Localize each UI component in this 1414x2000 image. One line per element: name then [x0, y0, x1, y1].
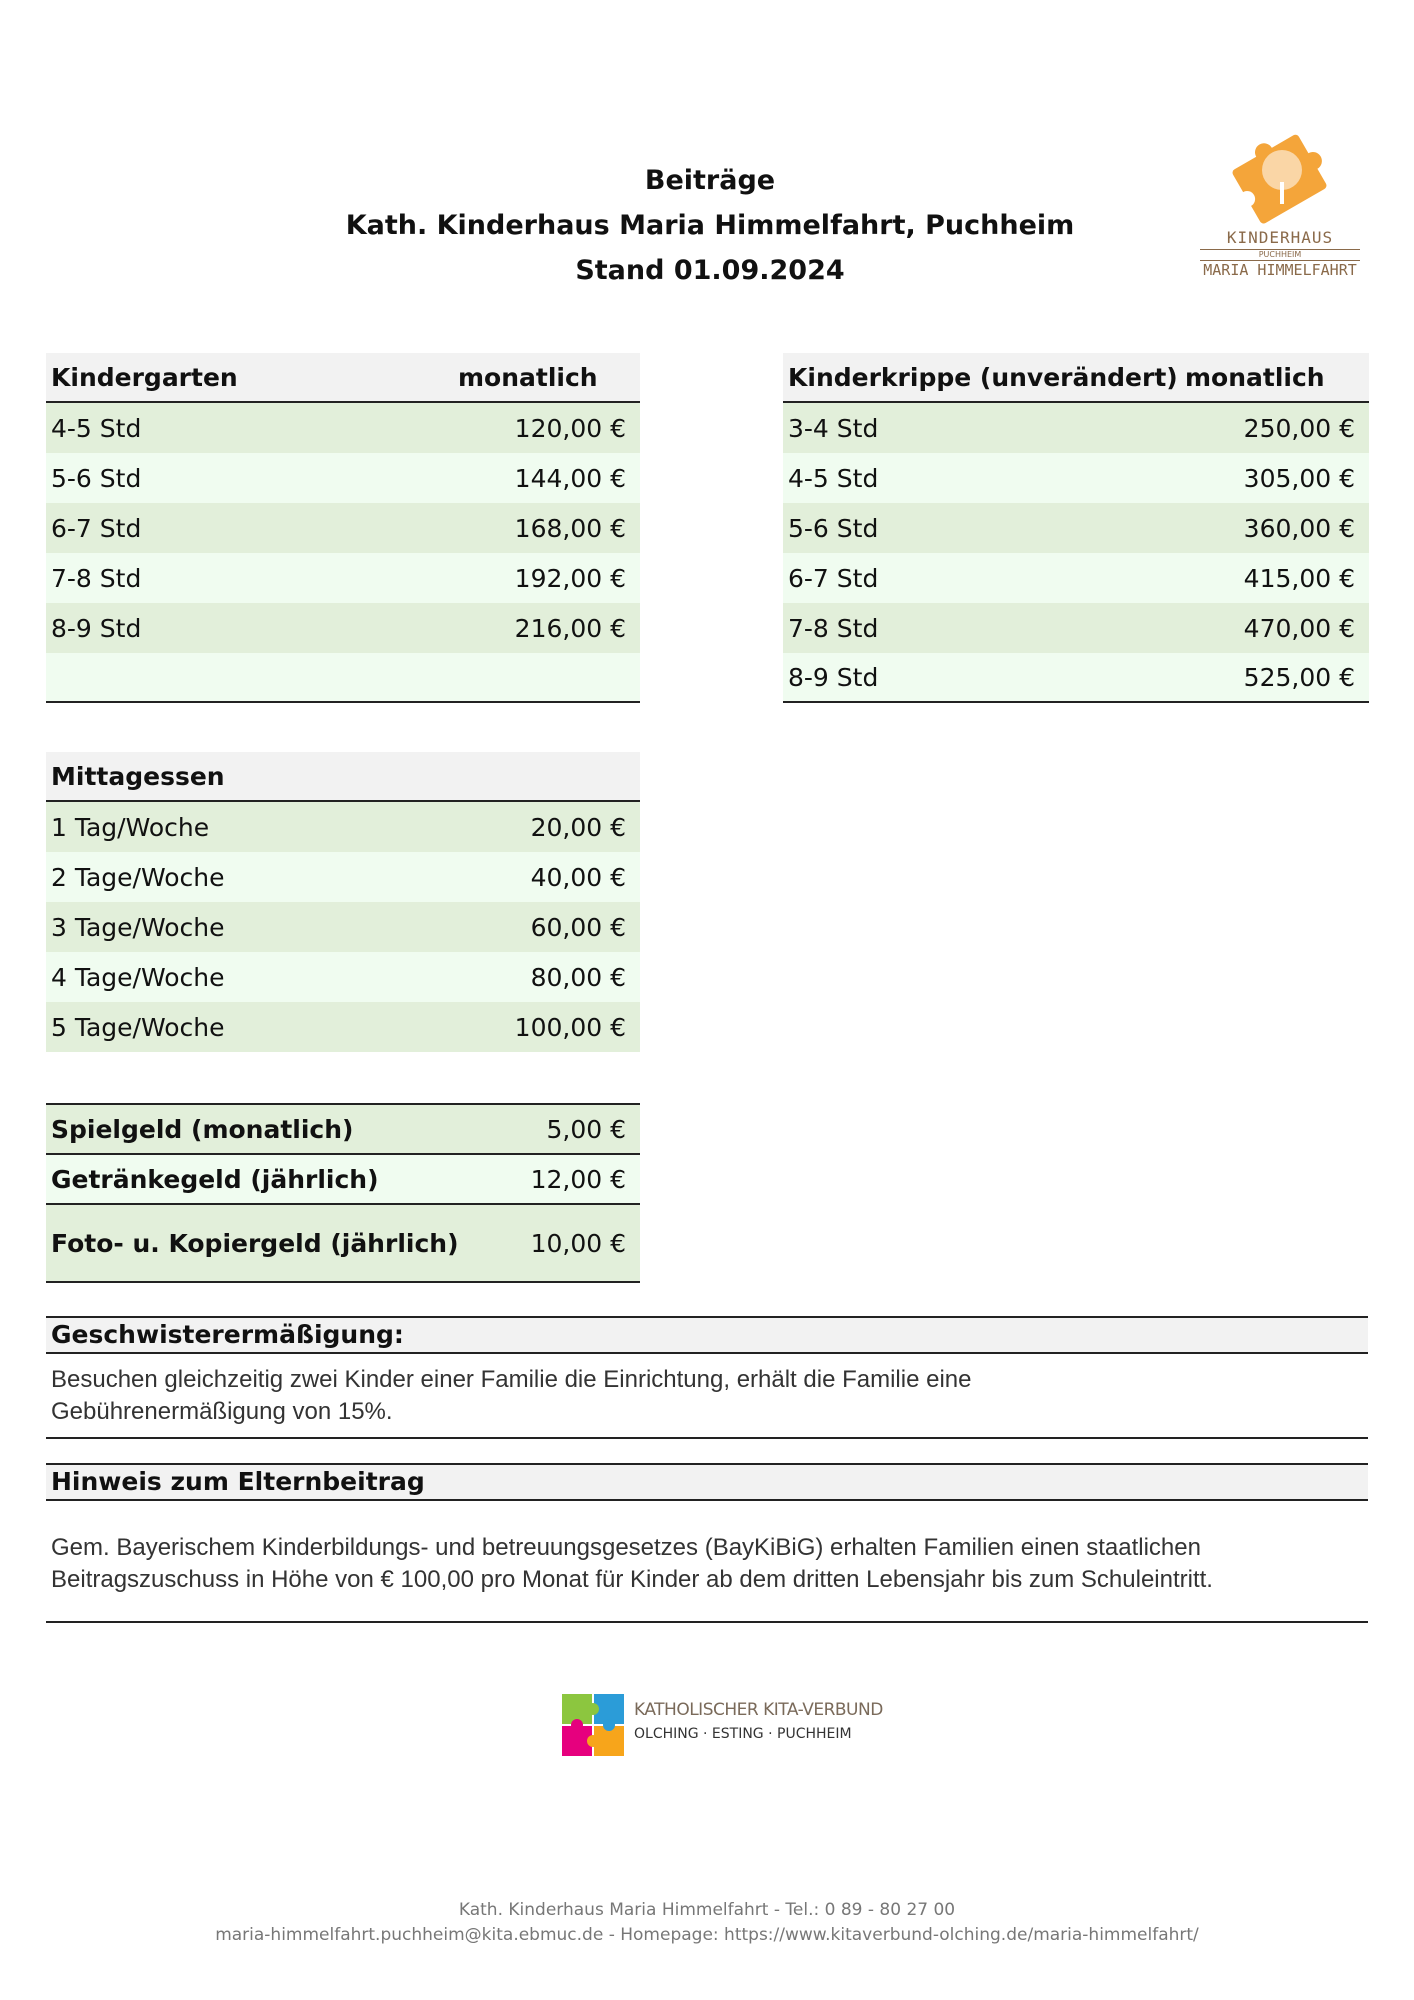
footer: [0, 1898, 1414, 1948]
geschwister-text: Besuchen gleichzeitig zwei Kinder einer Familie die Einrichtung, erhält die Familie eine Gebührenermäßigung von 15%.: [51, 1366, 972, 1425]
table-header: [46, 353, 640, 403]
geschwister-header: Geschwisterermäßigung:: [46, 1316, 1368, 1354]
footer-contact: Kath. Kinderhaus Maria Himmelfahrt - Tel.: 0 89 - 80 27 00: [458, 1900, 956, 1920]
kita-verbund-logo: [562, 1694, 883, 1756]
table-row: 4-5 Std 120,00 €: [46, 403, 640, 453]
mittagessen-table: [46, 752, 640, 1052]
kinderhaus-logo: [1200, 130, 1360, 290]
table-row: 1 Tag/Woche 20,00 €: [46, 802, 640, 852]
table-row: 8-9 Std 525,00 €: [783, 653, 1369, 703]
table-row: Spielgeld (monatlich) 5,00 €: [46, 1105, 640, 1155]
footer-email-homepage: maria-himmelfahrt.puchheim@kita.ebmuc.de - Homepage: https://www.kitaverbund-olching.de/maria-himmelfahrt/: [215, 1925, 1199, 1945]
extras-table: [46, 1103, 640, 1283]
kindergarten-table: [46, 353, 640, 703]
table-row: Getränkegeld (jährlich) 12,00 €: [46, 1155, 640, 1205]
kita-verbund-line-1: KATHOLISCHER KITA-VERBUND: [634, 1700, 883, 1720]
table-row: 5 Tage/Woche 100,00 €: [46, 1002, 640, 1052]
table-row: 7-8 Std 470,00 €: [783, 603, 1369, 653]
divider: [46, 1437, 1368, 1439]
page-title: Beiträge: [644, 165, 776, 196]
kindergarten-period-label: monatlich: [458, 362, 598, 392]
puzzle-icon: [562, 1694, 624, 1756]
table-row: 3-4 Std 250,00 €: [783, 403, 1369, 453]
table-row-empty: [46, 653, 640, 703]
table-row: 5-6 Std 144,00 €: [46, 453, 640, 503]
table-row: 4-5 Std 305,00 €: [783, 453, 1369, 503]
logo-line-1: KINDERHAUS: [1226, 228, 1334, 247]
kinderkrippe-header-label: Kinderkrippe (unverändert): [788, 362, 1178, 392]
page-date: Stand 01.09.2024: [575, 255, 845, 286]
kinderkrippe-period-label: monatlich: [1185, 362, 1325, 392]
logo-line-3: MARIA HIMMELFAHRT: [1203, 261, 1357, 279]
divider: [46, 1621, 1368, 1623]
table-header: [46, 752, 640, 802]
table-row: 6-7 Std 415,00 €: [783, 553, 1369, 603]
table-row: 5-6 Std 360,00 €: [783, 503, 1369, 553]
puzzle-tree-icon: [1200, 130, 1360, 230]
kinderkrippe-table: [783, 353, 1369, 703]
mittagessen-header-label: Mittagessen: [51, 761, 225, 791]
table-header: [783, 353, 1369, 403]
table-row: 3 Tage/Woche 60,00 €: [46, 902, 640, 952]
document-header: [210, 158, 1210, 293]
table-row: 2 Tage/Woche 40,00 €: [46, 852, 640, 902]
table-row: 8-9 Std 216,00 €: [46, 603, 640, 653]
table-row: Foto- u. Kopiergeld (jährlich) 10,00 €: [46, 1205, 640, 1283]
table-row: 4 Tage/Woche 80,00 €: [46, 952, 640, 1002]
kindergarten-header-label: Kindergarten: [51, 362, 238, 392]
table-row: 6-7 Std 168,00 €: [46, 503, 640, 553]
kita-verbund-line-2: OLCHING · ESTING · PUCHHEIM: [634, 1726, 852, 1742]
hinweis-text: Gem. Bayerischem Kinderbildungs- und betreuungsgesetzes (BayKiBiG) erhalten Familien einen staatlichen Beitragszuschuss in Höhe von € 100,00 pro Monat für Kinder ab dem dritten Lebensjahr bis zum Schuleintritt.: [51, 1534, 1213, 1593]
logo-line-2: PUCHHEIM: [1200, 249, 1360, 261]
hinweis-header: Hinweis zum Elternbeitrag: [46, 1463, 1368, 1501]
page-subtitle: Kath. Kinderhaus Maria Himmelfahrt, Puchheim: [345, 210, 1075, 241]
table-row: 7-8 Std 192,00 €: [46, 553, 640, 603]
